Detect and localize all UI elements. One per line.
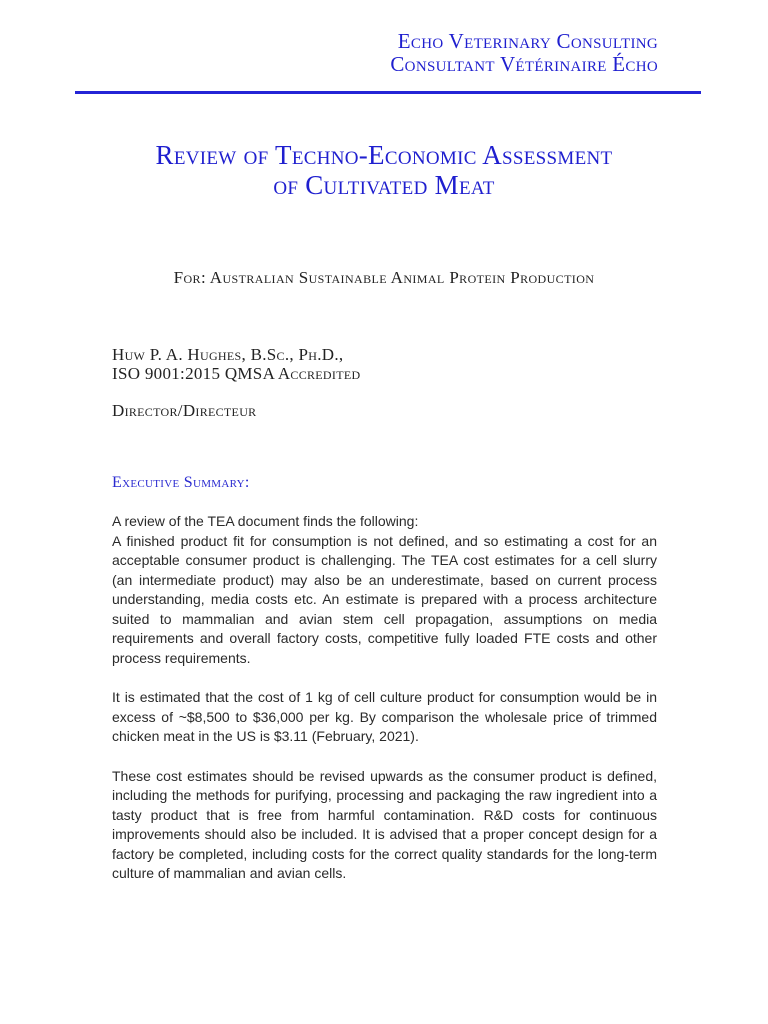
company-name-english: Echo Veterinary Consulting <box>397 29 658 53</box>
document-title <box>0 140 768 200</box>
summary-paragraph-3: These cost estimates should be revised upwards as the consumer product is defined, including the methods for purifying, processing and packaging the raw ingredient into a tasty product that is free from harmful contamination. R&D costs for continuous improvements should also be included. It is advised that a proper concept design for a factory be completed, including costs for the correct quality standards for the long-term culture of mammalian and avian cells. <box>112 767 657 881</box>
letterhead <box>390 30 658 76</box>
author-accreditation: ISO 9001:2015 QMSA Accredited <box>112 364 361 383</box>
client-line: For: Australian Sustainable Animal Protein Production <box>173 268 595 287</box>
summary-paragraph-1: A finished product fit for consumption is not defined, and so estimating a cost for an acceptable consumer product is challenging. The TEA cost estimates for a cell slurry (an intermediate product) may also be an underestimate, based on current process understanding, media costs etc. An estimate is prepared with a process architecture suited to mammalian and avian stem cell propagation, assumptions on media requirements and overall factory costs, competitive fully loaded FTE costs and other process requirements. <box>112 532 657 666</box>
title-line-2: of Cultivated Meat <box>273 170 495 200</box>
summary-intro: A review of the TEA document finds the following: <box>112 513 419 529</box>
executive-summary-heading: Executive Summary: <box>112 474 250 491</box>
executive-summary-body <box>112 512 657 904</box>
author-role: Director/Directeur <box>112 401 257 420</box>
author-block <box>112 345 360 420</box>
header-divider <box>75 91 701 94</box>
company-name-french: Consultant Vétérinaire Écho <box>390 52 658 76</box>
title-line-1: Review of Techno-Economic Assessment <box>155 140 613 170</box>
author-name: Huw P. A. Hughes, B.Sc., Ph.D., <box>112 345 344 364</box>
summary-paragraph-2: It is estimated that the cost of 1 kg of cell culture product for consumption would be in excess of ~$8,500 to $36,000 per kg. By comparison the wholesale price of trimmed chicken meat in the US is $3.11 (February, 2021). <box>112 689 657 744</box>
